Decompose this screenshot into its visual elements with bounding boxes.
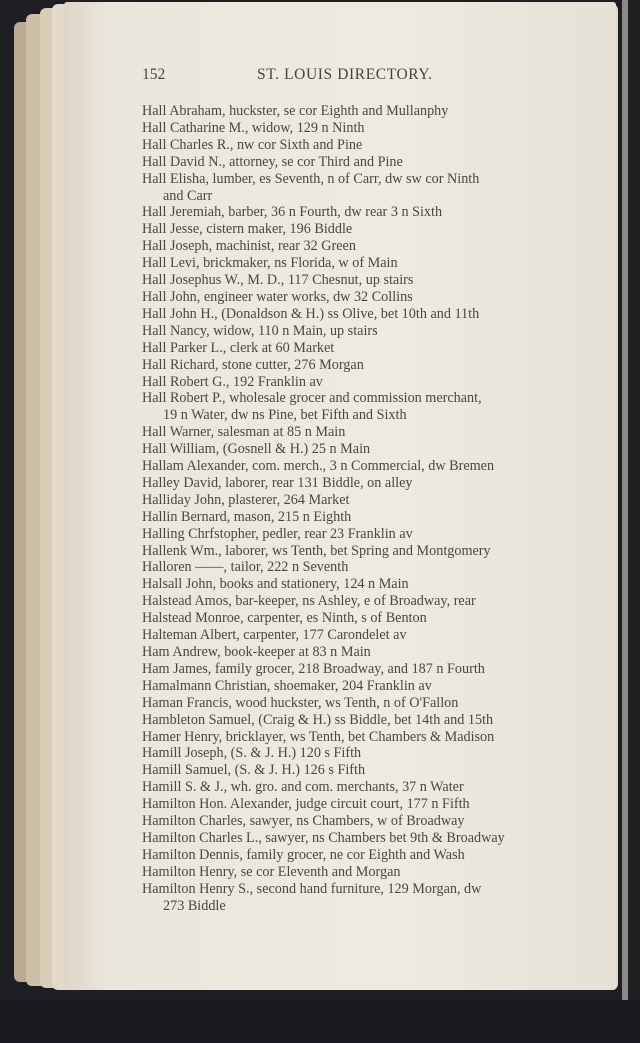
directory-entries [142, 103, 602, 915]
directory-entry: Hall Levi, brickmaker, ns Florida, w of Main [142, 255, 398, 272]
directory-entry: Hallenk Wm., laborer, ws Tenth, bet Spring and Montgomery [142, 542, 491, 559]
directory-entry: Halstead Amos, bar-keeper, ns Ashley, e of Broadway, rear [142, 593, 476, 610]
page-title: ST. LOUIS DIRECTORY. [257, 66, 433, 83]
directory-entry: Hall John H., (Donaldson & H.) ss Olive, bet 10th and 11th [142, 305, 480, 322]
directory-entry: Hambleton Samuel, (Craig & H.) ss Biddle, bet 14th and 15th [142, 711, 494, 728]
directory-entry: Halliday John, plasterer, 264 Market [142, 491, 350, 508]
directory-entry: Hall Warner, salesman at 85 n Main [142, 424, 346, 441]
directory-entry: Ham James, family grocer, 218 Broadway, and 187 n Fourth [142, 660, 485, 677]
directory-entry: Hall Jeremiah, barber, 36 n Fourth, dw rear 3 n Sixth [142, 204, 443, 221]
directory-entry: Hamilton Charles, sawyer, ns Chambers, w of Broadway [142, 813, 465, 830]
directory-entry: Hamalmann Christian, shoemaker, 204 Franklin av [142, 677, 432, 694]
directory-entry: Hamill Joseph, (S. & J. H.) 120 s Fifth [142, 745, 362, 762]
directory-entry: Hamill S. & J., wh. gro. and com. merchants, 37 n Water [142, 779, 464, 796]
book-edge [622, 0, 628, 1043]
directory-entry: Halsall John, books and stationery, 124 n Main [142, 576, 409, 593]
directory-entry: Hamer Henry, bricklayer, ws Tenth, bet Chambers & Madison [142, 728, 495, 745]
directory-entry-continuation: 19 n Water, dw ns Pine, bet Fifth and Sixth [163, 407, 407, 424]
directory-entry: Hall Charles R., nw cor Sixth and Pine [142, 136, 363, 153]
directory-entry: Hall Josephus W., M. D., 117 Chesnut, up stairs [142, 272, 414, 289]
directory-entry: Hamilton Charles L., sawyer, ns Chambers bet 9th & Broadway [142, 829, 505, 846]
directory-entry-continuation: and Carr [163, 187, 213, 204]
directory-entry: Haman Francis, wood huckster, ws Tenth, n of O'Fallon [142, 694, 459, 711]
directory-entry: Hamilton Henry, se cor Eleventh and Morgan [142, 863, 401, 880]
directory-entry: Hamilton Henry S., second hand furniture, 129 Morgan, dw [142, 880, 482, 897]
directory-entry: Hall Nancy, widow, 110 n Main, up stairs [142, 322, 378, 339]
directory-entry: Hall Jesse, cistern maker, 196 Biddle [142, 221, 353, 238]
directory-entry: Hamilton Dennis, family grocer, ne cor Eighth and Wash [142, 846, 465, 863]
directory-entry: Hall Richard, stone cutter, 276 Morgan [142, 356, 364, 373]
directory-entry: Hall Catharine M., widow, 129 n Ninth [142, 119, 365, 136]
directory-entry: Hall Parker L., clerk at 60 Market [142, 339, 335, 356]
page-number: 152 [142, 66, 166, 83]
background-surface [0, 1000, 640, 1043]
directory-entry: Hall Robert P., wholesale grocer and commission merchant, [142, 390, 482, 407]
directory-entry: Halloren ——, tailor, 222 n Seventh [142, 559, 349, 576]
directory-entry: Ham Andrew, book-keeper at 83 n Main [142, 644, 371, 660]
directory-entry: Hallin Bernard, mason, 215 n Eighth [142, 508, 352, 525]
directory-entry: Halteman Albert, carpenter, 177 Carondelet av [142, 627, 407, 644]
directory-entry-continuation: 273 Biddle [163, 897, 226, 914]
directory-entry: Hall Elisha, lumber, es Seventh, n of Carr, dw sw cor Ninth [142, 170, 480, 187]
directory-entry: Halling Chrfstopher, pedler, rear 23 Franklin av [142, 525, 413, 542]
directory-entry: Hamill Samuel, (S. & J. H.) 126 s Fifth [142, 762, 366, 779]
directory-entry: Hallam Alexander, com. merch., 3 n Commercial, dw Bremen [142, 458, 495, 475]
directory-entry: Hall Abraham, huckster, se cor Eighth and Mullanphy [142, 103, 449, 119]
directory-entry: Halley David, laborer, rear 131 Biddle, on alley [142, 474, 413, 491]
directory-entry: Hall Robert G., 192 Franklin av [142, 373, 323, 390]
directory-entry: Hamilton Hon. Alexander, judge circuit court, 177 n Fifth [142, 796, 470, 813]
directory-entry: Hall David N., attorney, se cor Third and Pine [142, 153, 403, 170]
directory-entry: Hall John, engineer water works, dw 32 Collins [142, 288, 413, 305]
directory-entry: Hall William, (Gosnell & H.) 25 n Main [142, 441, 371, 458]
directory-entry: Halstead Monroe, carpenter, es Ninth, s of Benton [142, 610, 427, 627]
directory-entry: Hall Joseph, machinist, rear 32 Green [142, 238, 356, 255]
